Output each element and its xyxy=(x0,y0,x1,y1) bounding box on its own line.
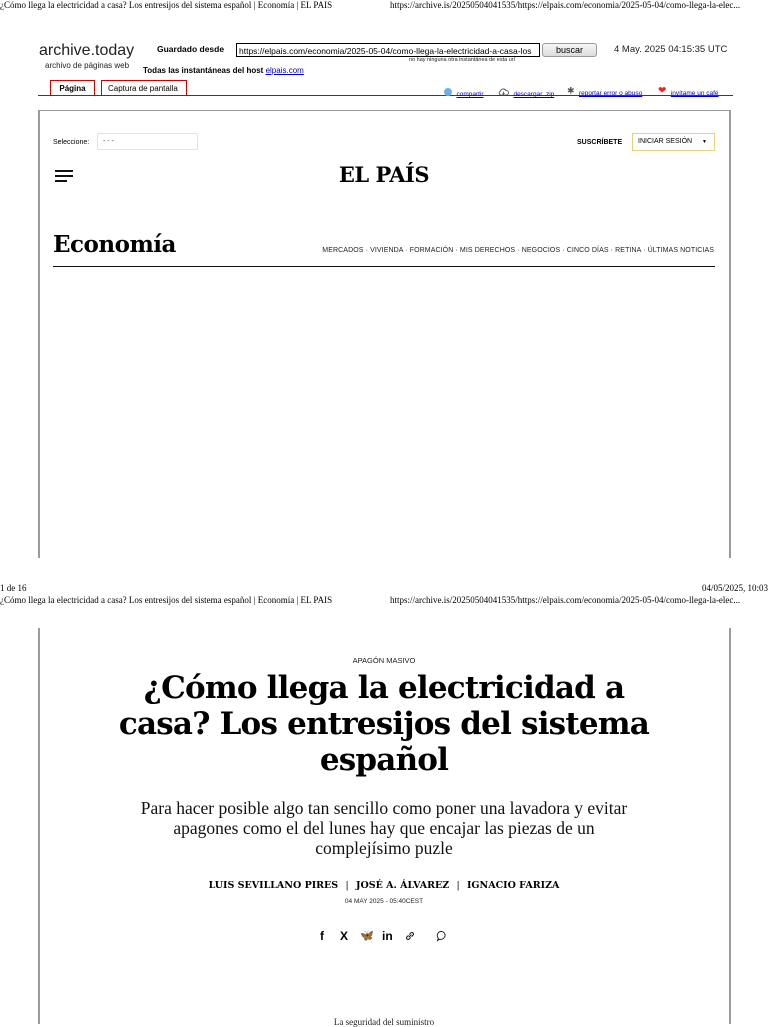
print-header-url: https://archive.is/20250504041535/https://elpais.com/economia/2025-05-04/como-llega-la-elec... xyxy=(390,0,741,10)
nav-item-vivienda[interactable]: VIVIENDA xyxy=(370,247,404,254)
article-body-start: La seguridad del suministro xyxy=(333,1017,435,1027)
share-icon xyxy=(444,88,452,96)
snapshot-timestamp: 4 May. 2025 04:15:35 UTC xyxy=(614,44,728,55)
login-label: INICIAR SESIÓN xyxy=(638,138,693,145)
coffee-action[interactable] xyxy=(658,82,719,100)
cloud-download-icon xyxy=(498,88,509,96)
url-input[interactable]: https://elpais.com/economia/2025-05-04/como-llega-la-electricidad-a-casa-los xyxy=(236,43,540,57)
section-divider xyxy=(53,266,715,267)
subhead-line-2: apagones como el del lunes hay que encajar las piezas de un xyxy=(173,818,595,838)
nav-separator: · xyxy=(643,247,646,254)
subhead-line-3: complejísimo puzle xyxy=(315,838,453,858)
lightbulb-icon: ✱ xyxy=(567,85,575,96)
author-link[interactable]: JOSÉ A. ÁLVAREZ xyxy=(355,880,450,891)
print-page-number: 1 de 16 xyxy=(0,583,27,593)
coffee-link[interactable]: invítame un café xyxy=(670,90,719,97)
edition-select[interactable]: - - - xyxy=(97,133,198,150)
headline-line-1: ¿Cómo llega la electricidad a xyxy=(143,670,625,706)
linkedin-icon[interactable]: in xyxy=(382,929,393,943)
article-authors xyxy=(0,880,768,891)
x-icon[interactable]: X xyxy=(340,929,349,943)
all-snapshots-label: Todas las instantáneas del host xyxy=(143,66,264,75)
nav-separator: · xyxy=(455,247,458,254)
article-date: 04 MAY 2025 - 05:40CEST xyxy=(344,898,424,905)
author-separator: | xyxy=(456,880,460,891)
headline-line-3: español xyxy=(319,742,449,778)
heart-icon: ❤ xyxy=(658,85,667,97)
login-button[interactable] xyxy=(632,133,715,151)
article-headline xyxy=(40,670,728,778)
bluesky-icon[interactable]: 🦋 xyxy=(360,930,374,942)
nav-separator: · xyxy=(405,247,408,254)
headline-line-2: casa? Los entresijos del sistema xyxy=(118,706,650,742)
nav-item-ultimas-noticias[interactable]: ÚLTIMAS NOTICIAS xyxy=(647,247,714,254)
nav-item-mercados[interactable]: MERCADOS xyxy=(322,247,364,254)
caret-down-icon: ▼ xyxy=(702,139,707,145)
edition-select-label: Seleccione: xyxy=(53,139,90,146)
nav-item-retina[interactable]: RETINA xyxy=(615,247,642,254)
archive-logo[interactable]: archive.today xyxy=(39,42,135,59)
site-logo[interactable]: EL PAÍS xyxy=(338,162,430,187)
saved-from-label: Guardado desde xyxy=(157,44,225,54)
print-datetime: 04/05/2025, 10:03 xyxy=(701,583,768,593)
all-snapshots-row xyxy=(143,66,304,75)
facebook-icon[interactable]: f xyxy=(320,929,324,943)
tab-screenshot[interactable]: Captura de pantalla xyxy=(101,80,187,95)
tab-page[interactable]: Página xyxy=(50,80,95,95)
comment-icon[interactable] xyxy=(436,930,448,942)
subhead-line-1: Para hacer posible algo tan sencillo como poner una lavadora y evitar xyxy=(140,798,628,818)
article-subheadline xyxy=(40,798,728,858)
nav-separator: · xyxy=(517,247,520,254)
section-title[interactable]: Economía xyxy=(53,231,176,258)
author-link[interactable]: IGNACIO FARIZA xyxy=(466,880,560,891)
archive-subtitle: archivo de páginas web xyxy=(45,61,130,70)
author-link[interactable]: LUIS SEVILLANO PIRES xyxy=(208,880,339,891)
frame-right-border-2 xyxy=(729,628,731,1024)
print-header-title-2: ¿Cómo llega la electricidad a casa? Los entresijos del sistema español | Economía | EL PAIS xyxy=(0,595,333,605)
share-link[interactable]: compartir xyxy=(456,91,484,98)
nav-separator: · xyxy=(562,247,565,254)
nav-item-formacion[interactable]: FORMACIÓN xyxy=(409,247,454,254)
link-icon[interactable] xyxy=(404,930,416,942)
frame-top-border xyxy=(38,110,731,111)
nav-item-negocios[interactable]: NEGOCIOS xyxy=(521,247,561,254)
share-bar xyxy=(318,929,458,943)
nav-item-cinco-dias[interactable]: CINCO DÍAS xyxy=(566,247,609,254)
report-action[interactable] xyxy=(567,82,642,100)
nav-separator: · xyxy=(610,247,614,254)
section-nav xyxy=(322,247,714,254)
subscribe-link[interactable]: SUSCRÍBETE xyxy=(577,139,623,146)
report-link[interactable]: reportar error o abuso xyxy=(579,90,643,97)
author-separator: | xyxy=(345,880,349,891)
download-action[interactable] xyxy=(498,83,554,101)
article-kicker[interactable]: APAGÓN MASIVO xyxy=(352,656,416,665)
download-link[interactable]: descargar .zip xyxy=(513,91,555,98)
search-button[interactable]: buscar xyxy=(542,43,597,57)
print-header-url-2: https://archive.is/20250504041535/https://elpais.com/economia/2025-05-04/como-llega-la-elec... xyxy=(390,595,741,605)
nav-separator: · xyxy=(365,247,369,254)
no-other-snapshot-text: no hay ninguna otra instantánea de esta url xyxy=(409,57,515,63)
nav-item-mis-derechos[interactable]: MIS DERECHOS xyxy=(459,247,516,254)
host-link[interactable]: elpais.com xyxy=(265,66,304,75)
share-action[interactable] xyxy=(444,83,484,101)
print-header-title: ¿Cómo llega la electricidad a casa? Los entresijos del sistema español | Economía | EL PAIS xyxy=(0,0,333,10)
